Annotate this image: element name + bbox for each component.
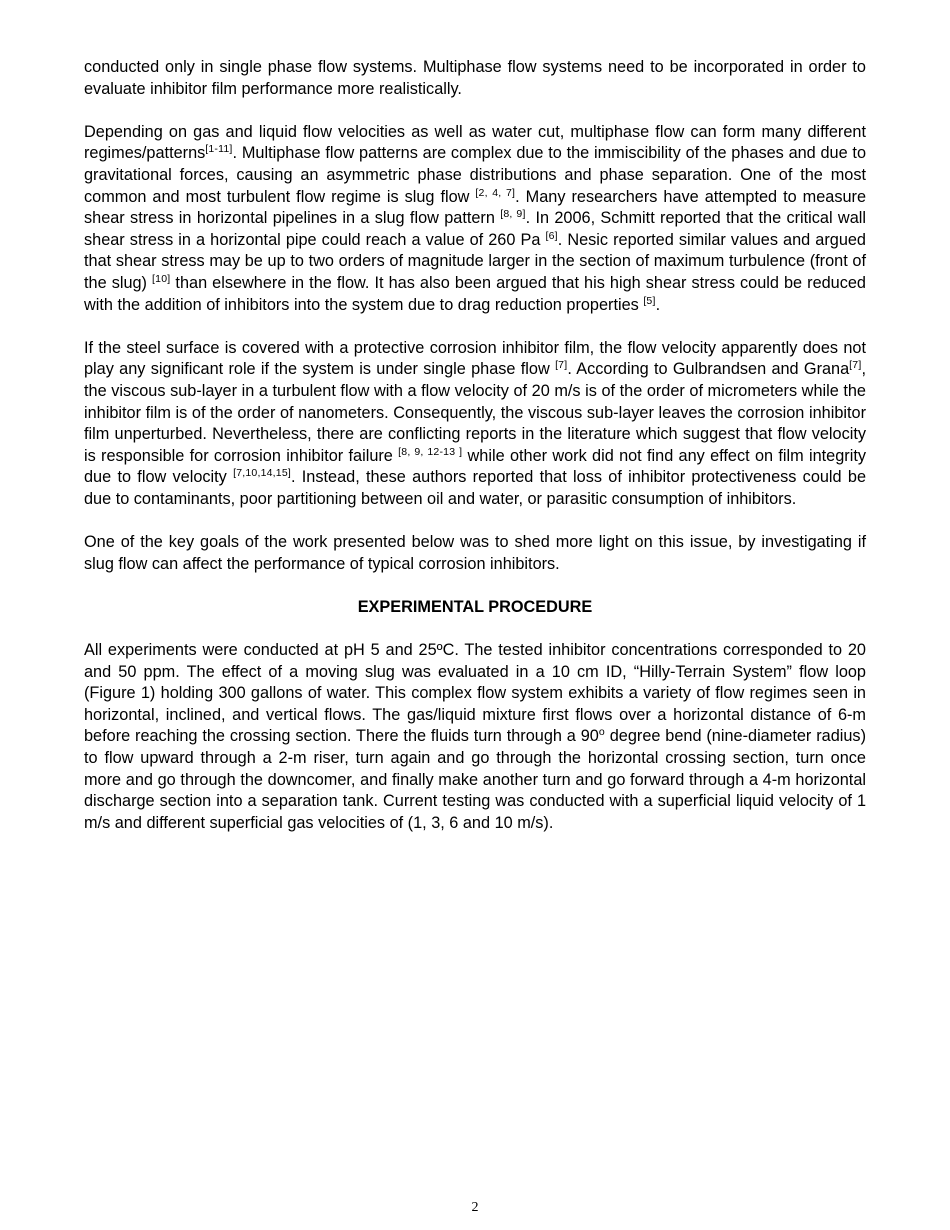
citation: [8, 9]	[500, 208, 526, 221]
citation: [2, 4, 7]	[475, 186, 516, 199]
section-heading: EXPERIMENTAL PROCEDURE	[357, 597, 593, 616]
paragraph-intro-continuation: conducted only in single phase flow systems. Multiphase flow systems need to be incorporated in order to evaluate inhibitor film performance more realistically.	[84, 58, 866, 98]
citation: [10]	[152, 272, 171, 285]
paragraph-inhibitor-film: If the steel surface is covered with a protective corrosion inhibitor film, the flow velocity apparently does not play any significant role if the system is under single phase flow [7]. According to Gulbrandsen and Grana[7], the viscous sub-layer in a turbulent flow with a flow velocity of 20 m/s is of the order of micrometers while the inhibitor film is of the order of nanometers. Consequently, the viscous sub-layer leaves the corrosion inhibitor film unperturbed. Nevertheless, there are conflicting reports in the literature which suggest that flow velocity is responsible for corrosion inhibitor failure [8, 9, 12-13 ] while other work did not find any effect on film integrity due to flow velocity [7,10,14,15]. Instead, these authors reported that loss of inhibitor protectiveness could be due to contaminants, poor partitioning between oil and water, or parasitic consumption of inhibitors.	[84, 338, 866, 508]
citation: [6]	[545, 229, 558, 242]
paragraph-key-goals: One of the key goals of the work presented below was to shed more light on this issue, by investigating if slug flow can affect the performance of typical corrosion inhibitors.	[84, 533, 866, 573]
degree-superscript: o	[598, 726, 605, 739]
citation: [7]	[849, 359, 862, 372]
citation: [1-11]	[205, 143, 233, 156]
paragraph-procedure: All experiments were conducted at pH 5 and 25ºC. The tested inhibitor concentrations corresponded to 20 and 50 ppm. The effect of a moving slug was evaluated in a 10 cm ID, “Hilly-Terrain System” flow loop (Figure 1) holding 300 gallons of water. This complex flow system exhibits a variety of flow regimes seen in horizontal, inclined, and vertical flows. The gas/liquid mixture first flows over a horizontal distance of 6-m before reaching the crossing section. There the fluids turn through a 90$^o$ degree bend (nine-diameter radius) to flow upward through a 2-m riser, turn again and go through the horizontal crossing section, turn once more and go through the downcomer, and finally make another turn and go forward through a 4-m horizontal discharge section into a separation tank. Current testing was conducted with a superficial liquid velocity of 1 m/s and different superficial gas velocities of (1, 3, 6 and 10 m/s).	[84, 641, 866, 832]
citation: [5]	[643, 294, 656, 307]
page-body	[84, 57, 866, 856]
paragraph-flow-regimes: Depending on gas and liquid flow velocities as well as water cut, multiphase flow can form many different regimes/patterns[1-11]. Multiphase flow patterns are complex due to the immiscibility of the phases and due to gravitational forces, causing an asymmetric phase distributions and phase separation. One of the most common and most turbulent flow regime is slug flow [2, 4, 7]. Many researchers have attempted to measure shear stress in horizontal pipelines in a slug flow pattern [8, 9]. In 2006, Schmitt reported that the critical wall shear stress in a horizontal pipe could reach a value of 260 Pa [6]. Nesic reported similar values and argued that shear stress may be up to two orders of magnitude larger in the section of maximum turbulence (front of the slug) [10] than elsewhere in the flow. It has also been argued that his high shear stress could be reduced with the addition of inhibitors into the system due to drag reduction properties [5].	[84, 122, 866, 314]
page-number: 2	[471, 1200, 479, 1215]
citation: [7]	[555, 359, 568, 372]
citation: [8, 9, 12-13 ]	[398, 445, 463, 458]
citation: [7,10,14,15]	[233, 467, 291, 480]
